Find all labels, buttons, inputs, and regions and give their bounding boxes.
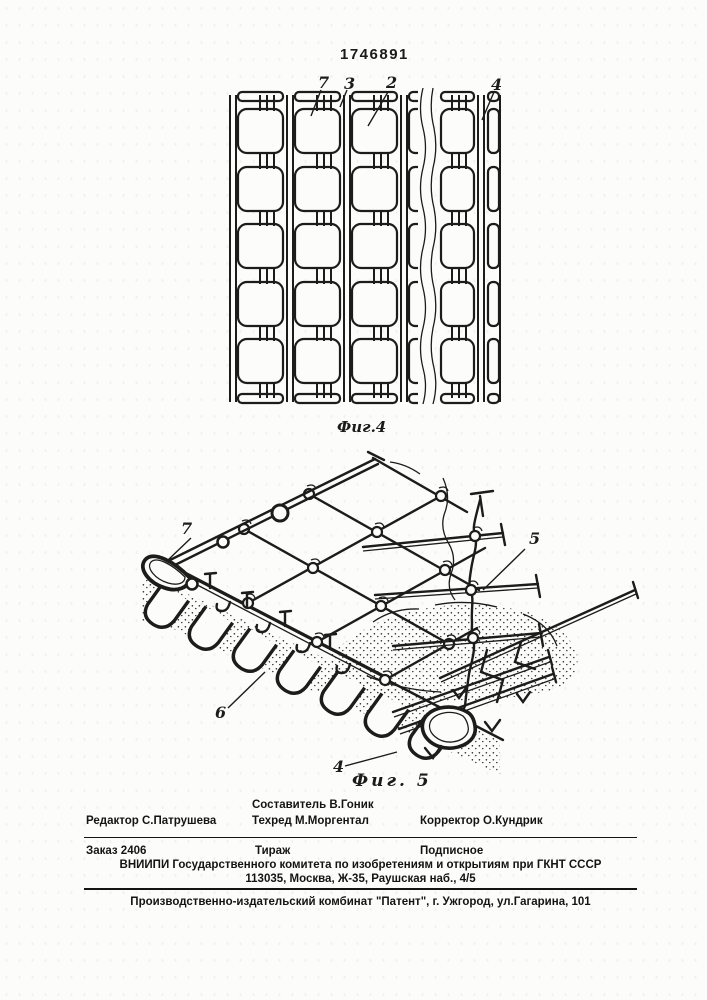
fig4-grid [226,92,502,403]
footer-printing-house: Производственно-издательский комбинат "Патент", г. Ужгород, ул.Гагарина, 101 [130,896,591,908]
footer-print-run: Тираж [255,845,291,857]
fig4-ref-3: 3 [344,74,356,93]
fig5-ref-6: 6 [215,703,227,722]
fig5-top-rope [170,452,384,566]
footer-editor: Редактор С.Патрушева [86,815,217,827]
footer-publisher: ВНИИПИ Государственного комитета по изобретениям и открытиям при ГКНТ СССР [119,859,602,871]
fig5-ref-7: 7 [181,519,193,538]
footer-subscription: Подписное [420,845,484,857]
fig4-drawing [222,72,512,412]
fig4-ref-2: 2 [386,73,398,92]
footer-compiler: Составитель В.Гоник [252,799,374,811]
patent-number: 1746891 [340,46,409,63]
footer-order: Заказ 2406 [86,845,147,857]
footer-publisher-address: 113035, Москва, Ж-35, Раушская наб., 4/5 [245,873,476,885]
fig4-ref-7: 7 [318,73,330,92]
footer-divider-top [84,837,637,838]
fig5-ref-4: 4 [333,757,345,776]
footer-divider-bottom [84,888,637,890]
footer-proofreader: Корректор О.Кундрик [420,815,543,827]
fig4-caption: Фиг.4 [337,418,387,436]
fig5-stone-fill [330,605,578,701]
fig5-drawing [135,450,655,795]
fig5-caption: Фиг. 5 [352,771,432,791]
footer-tech-editor: Техред М.Моргентал [252,815,369,827]
fig4-ref-4: 4 [491,75,503,94]
fig5-ref-5: 5 [529,529,541,548]
